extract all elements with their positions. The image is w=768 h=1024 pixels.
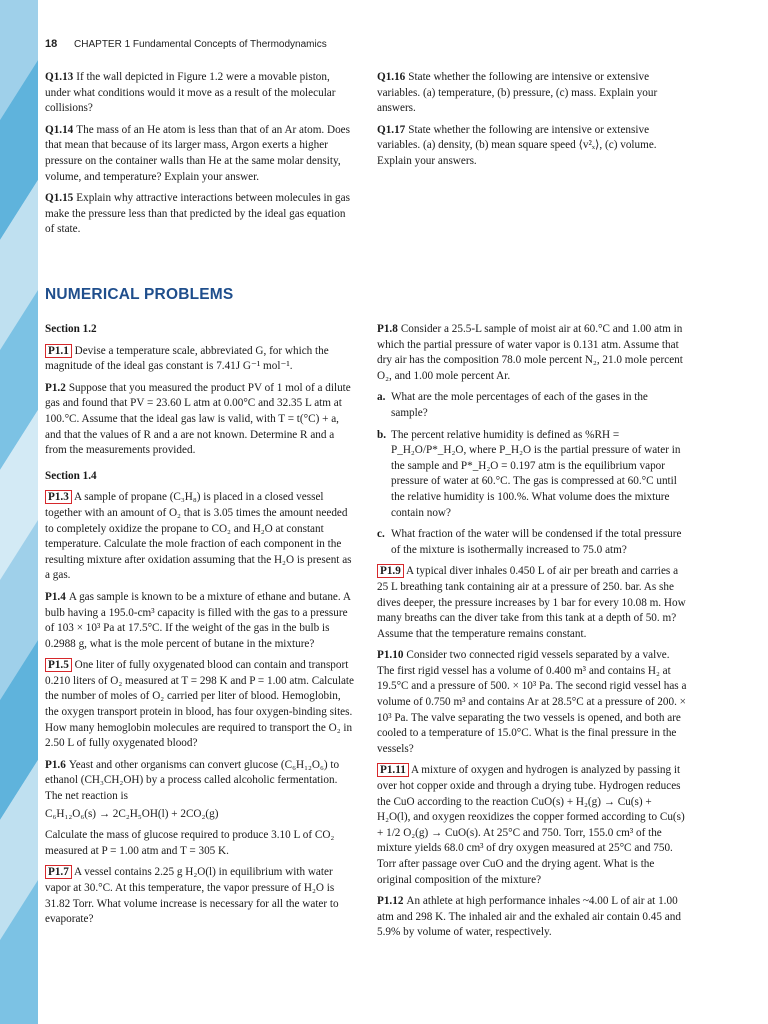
questions-left-column (45, 70, 355, 244)
problems-left-column (45, 322, 355, 934)
problems-right-column (377, 322, 687, 947)
section-heading-1-4: Section 1.4 (45, 469, 97, 482)
problem-label-box: P1.9 (377, 564, 404, 578)
section-heading-1-2: Section 1.2 (45, 323, 97, 335)
question-q1-13: Q1.13 If the wall depicted in Figure 1.2 were a movable piston, under what conditions would it move as a result of the molecular collisions? (45, 71, 336, 115)
question-q1-14: Q1.14 The mass of an He atom is less than that of an Ar atom. Does that mean that because of its larger mass, Argon exerts a higher pressure on the container walls than He at the same molar density, volume, and temperature? Explain your answer. (45, 123, 351, 183)
problem-label-box: P1.11 (377, 763, 409, 777)
section-title: NUMERICAL PROBLEMS (45, 286, 234, 303)
question-q1-16: Q1.16 State whether the following are intensive or extensive variables. (a) temperature, (b) pressure, (c) mass. Explain your answers. (377, 71, 658, 115)
problem-p1-1: P1.1 Devise a temperature scale, abbreviated G, for which the magnitude of the ideal gas constant is 7.41J G⁻¹ mol⁻¹. (45, 344, 329, 373)
questions-right-column (377, 70, 687, 176)
chapter-title: CHAPTER 1 Fundamental Concepts of Thermodynamics (74, 39, 327, 50)
question-q1-15: Q1.15 Explain why attractive interactions between molecules in gas make the pressure less than that predicted by the ideal gas equation of state. (45, 192, 350, 236)
problem-label-box: P1.3 (45, 490, 72, 504)
problem-p1-2: P1.2 Suppose that you measured the product PV of 1 mol of a dilute gas and found that PV = 23.60 L atm at 0.00°C and 32.35 L atm at 100.°C. Assume that the ideal gas law is valid, with T = t(°C) + a, and that the values of R and a are not known. Determine R and a from the measurements provided. (45, 381, 351, 457)
problem-p1-8: P1.8 Consider a 25.5-L sample of moist air at 60.°C and 1.00 atm in which the partial pressure of water vapor is 0.131 atm. Assume that dry air has the composition 78.0 mole percent N₂, 21.0 mole percent O₂, and 1.00 mole percent Ar. (377, 323, 683, 382)
problem-p1-8c: c. What fraction of the water will be condensed if the total pressure of the mixture is isothermally increased to 75.0 atm? (377, 528, 682, 556)
problem-p1-4: P1.4 A gas sample is known to be a mixture of ethane and butane. A bulb having a 195.0-cm³ capacity is filled with the gas to a pressure of 103 × 10³ Pa at 17.5°C. If the weight of the gas in the bulb is 0.2988 g, what is the mole percent of butane in the mixture? (45, 590, 351, 650)
decorative-stripe (0, 0, 38, 1024)
problem-p1-11: P1.11 A mixture of oxygen and hydrogen is analyzed by passing it over hot copper oxide and through a drying tube. Hydrogen reduces the CuO according to the reaction CuO(s) + H₂(g) → Cu(s) + H₂O(l), and oxygen reoxidizes the copper formed according to Cu(s) + 1/2 O₂(g) → CuO(s). At 25°C and 750. Torr, 155.0 cm³ of the mixture yields 68.0 cm³ of dry oxygen measured at 25°C and 750. Torr after passage over CuO and the drying agent. What is the original composition of the mixture? (377, 764, 685, 886)
problem-p1-8a: a. What are the mole percentages of each of the gases in the sample? (377, 391, 648, 419)
problem-p1-6: P1.6 Yeast and other organisms can convert glucose (C₆H₁₂O₆) to ethanol (CH₃CH₂OH) by a process called alcoholic fermentation. The net reaction is (45, 758, 340, 803)
problem-p1-12: P1.12 An athlete at high performance inhales ~4.00 L of air at 1.00 atm and 298 K. The inhaled air and the exhaled air contain 0.45 and 5.9% by volume of water, respectively. (377, 895, 681, 939)
problem-label-box: P1.1 (45, 344, 72, 358)
question-q1-17: Q1.17 State whether the following are intensive or extensive variables. (a) density, (b) mean square speed ⟨v²ₓ⟩, (c) volume. Explain your answers. (377, 123, 657, 167)
page-number: 18 (45, 38, 58, 50)
problem-label-box: P1.7 (45, 865, 72, 879)
problem-p1-5: P1.5 One liter of fully oxygenated blood can contain and transport 0.210 liters of O₂ measured at T = 298 K and P = 1.00 atm. Calculate the number of moles of O₂ carried per liter of blood. Hemoglobin, the oxygen transport protein in blood, has four oxygen-binding sites. How many hemoglobin molecules are required to transport the O₂ in 2.50 L of fully oxygenated blood? (45, 659, 354, 750)
page-header (45, 38, 327, 50)
problem-p1-6-continued: Calculate the mass of glucose required to produce 3.10 L of CO₂ measured at P = 1.00 atm and T = 305 K. (45, 829, 335, 857)
equation-fermentation: C₆H₁₂O₆(s) → 2C₂H₅OH(l) + 2CO₂(g) (45, 807, 219, 820)
problem-p1-8b: b. The percent relative humidity is defined as %RH = P_H₂O/P*_H₂O, where P_H₂O is the partial pressure of water in the sample and P*_H₂O = 0.197 atm is the equilibrium vapor pressure of water at 60.°C. The gas is compressed at 60.°C until the relative humidity is 100.%. What volume does the mixture contain now? (377, 428, 681, 519)
problem-p1-3: P1.3 A sample of propane (C₃H₈) is placed in a closed vessel together with an amount of O₂ that is 3.05 times the amount needed to completely oxidize the propane to CO₂ and H₂O at constant temperature. Calculate the mole fraction of each component in the resulting mixture after oxidation assuming that the H₂O is present as a gas. (45, 491, 352, 582)
problem-label-box: P1.5 (45, 658, 72, 672)
problem-p1-9: P1.9 A typical diver inhales 0.450 L of air per breath and carries a 25 L breathing tank containing air at a pressure of 250. bar. As she dives deeper, the pressure increases by 1 bar for every 10.08 m. How many breaths can the diver take from this tank at a depth of 50. m? Assume that the temperature remains constant. (377, 565, 686, 640)
problem-p1-10: P1.10 Consider two connected rigid vessels separated by a valve. The first rigid vessel has a volume of 0.400 m³ and contains H₂ at 19.5°C and a pressure of 500. × 10³ Pa. The second rigid vessel has a volume of 0.750 m³ and contains Ar at 28.5°C at a pressure of 200. × 10³ Pa. The valve separating the two vessels is opened, and both are cooled to a temperature of 15.0°C. What is the final pressure in the vessels? (377, 649, 687, 755)
problem-p1-7: P1.7 A vessel contains 2.25 g H₂O(l) in equilibrium with water vapor at 30.°C. At this temperature, the vapor pressure of H₂O is 31.82 Torr. What volume increase is necessary for all the water to evaporate? (45, 866, 339, 926)
